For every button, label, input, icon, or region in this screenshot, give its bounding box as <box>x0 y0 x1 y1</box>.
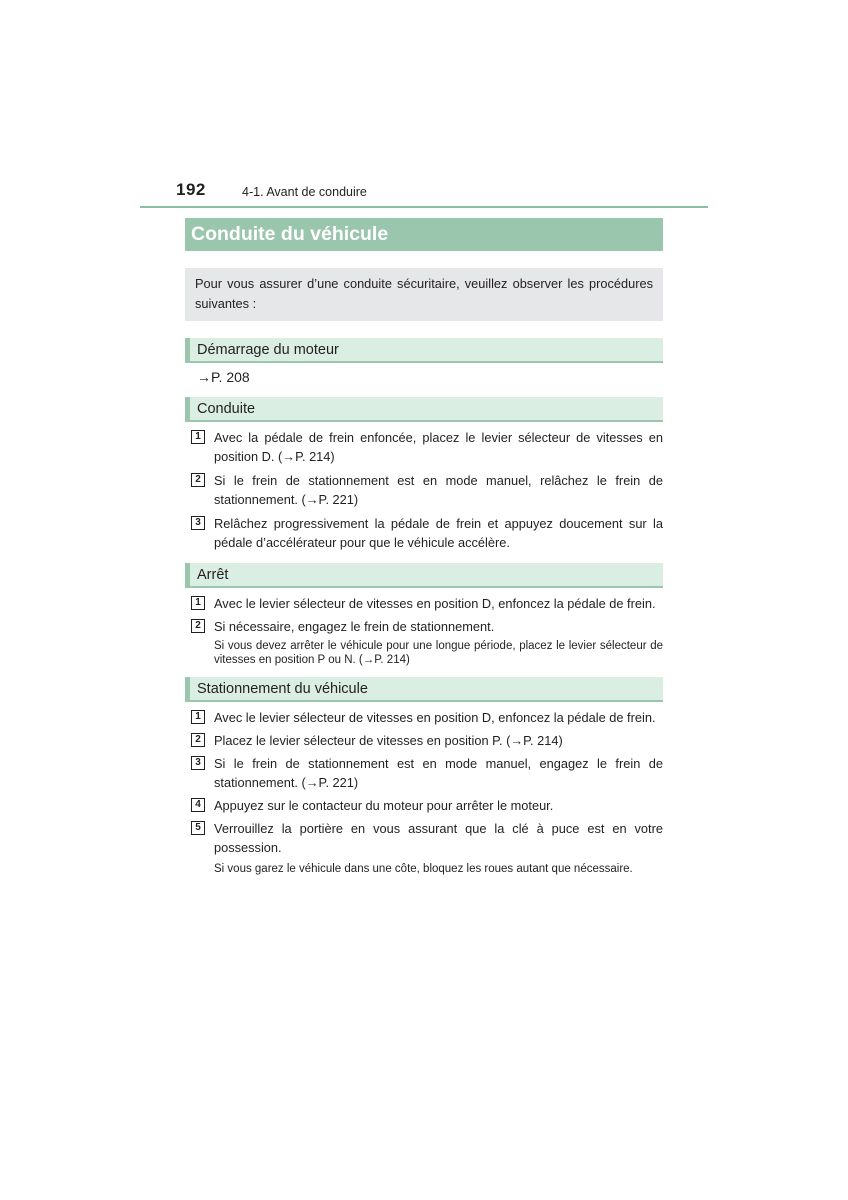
step-number-badge: 1 <box>191 710 205 724</box>
step-text: Relâchez progressivement la pédale de frein et appuyez doucement sur la pédale d’accélérateur pour que le véhicule accélère. <box>214 516 663 550</box>
step-number-badge: 2 <box>191 733 205 747</box>
note-text: Si vous garez le véhicule dans une côte, bloquez les roues autant que nécessaire. <box>214 863 633 875</box>
stationnement-steps <box>185 708 663 857</box>
list-item <box>185 617 663 636</box>
step-text: Si le frein de stationnement est en mode manuel, engagez le frein de stationnement. (→P. 221) <box>214 756 663 790</box>
step-text: Avec le levier sélecteur de vitesses en position D, enfoncez la pédale de frein. <box>214 710 656 725</box>
list-item <box>185 594 663 613</box>
list-item <box>185 796 663 815</box>
step-text: Verrouillez la portière en vous assurant que la clé à puce est en votre possession. <box>214 821 663 855</box>
list-item <box>185 428 663 466</box>
section-heading-stationnement: Stationnement du véhicule <box>185 677 663 702</box>
page-reference-link[interactable]: →P. 208 <box>197 369 250 385</box>
list-item <box>185 514 663 552</box>
step-text: Avec la pédale de frein enfoncée, placez le levier sélecteur de vitesses en position D. (→P. 214) <box>214 430 663 464</box>
page-number: 192 <box>176 180 206 199</box>
list-item <box>185 754 663 792</box>
step-text: Placez le levier sélecteur de vitesses en position P. (→P. 214) <box>214 733 563 748</box>
arret-steps <box>185 594 663 636</box>
step-text: Appuyez sur le contacteur du moteur pour arrêter le moteur. <box>214 798 554 813</box>
list-item <box>185 708 663 727</box>
section-heading-arret: Arrêt <box>185 563 663 588</box>
page-title: Conduite du véhicule <box>185 218 663 251</box>
section-heading-conduite: Conduite <box>185 397 663 422</box>
note-text: Si vous devez arrêter le véhicule pour une longue période, placez le levier sélecteur de vitesses en position P ou N. (→P. 214) <box>214 640 663 666</box>
intro-box: Pour vous assurer d’une conduite sécuritaire, veuillez observer les procédures suivantes : <box>185 268 663 321</box>
step-number-badge: 1 <box>191 430 205 444</box>
list-item <box>185 819 663 857</box>
step-number-badge: 1 <box>191 596 205 610</box>
step-text: Si le frein de stationnement est en mode manuel, relâchez le frein de stationnement. (→P. 221) <box>214 473 663 507</box>
list-item <box>185 731 663 750</box>
header-divider <box>140 206 708 208</box>
section-reference: 4-1. Avant de conduire <box>242 185 367 199</box>
page-content <box>185 218 663 876</box>
step-number-badge: 2 <box>191 619 205 633</box>
step-text: Avec le levier sélecteur de vitesses en position D, enfoncez la pédale de frein. <box>214 596 656 611</box>
step-text: Si nécessaire, engagez le frein de stationnement. <box>214 619 495 634</box>
step-number-badge: 2 <box>191 473 205 487</box>
step-number-badge: 5 <box>191 821 205 835</box>
page-header <box>0 0 848 212</box>
list-item <box>185 471 663 509</box>
step-number-badge: 3 <box>191 516 205 530</box>
step-number-badge: 3 <box>191 756 205 770</box>
section-heading-demarrage: Démarrage du moteur <box>185 338 663 363</box>
step-number-badge: 4 <box>191 798 205 812</box>
conduite-steps <box>185 428 663 552</box>
